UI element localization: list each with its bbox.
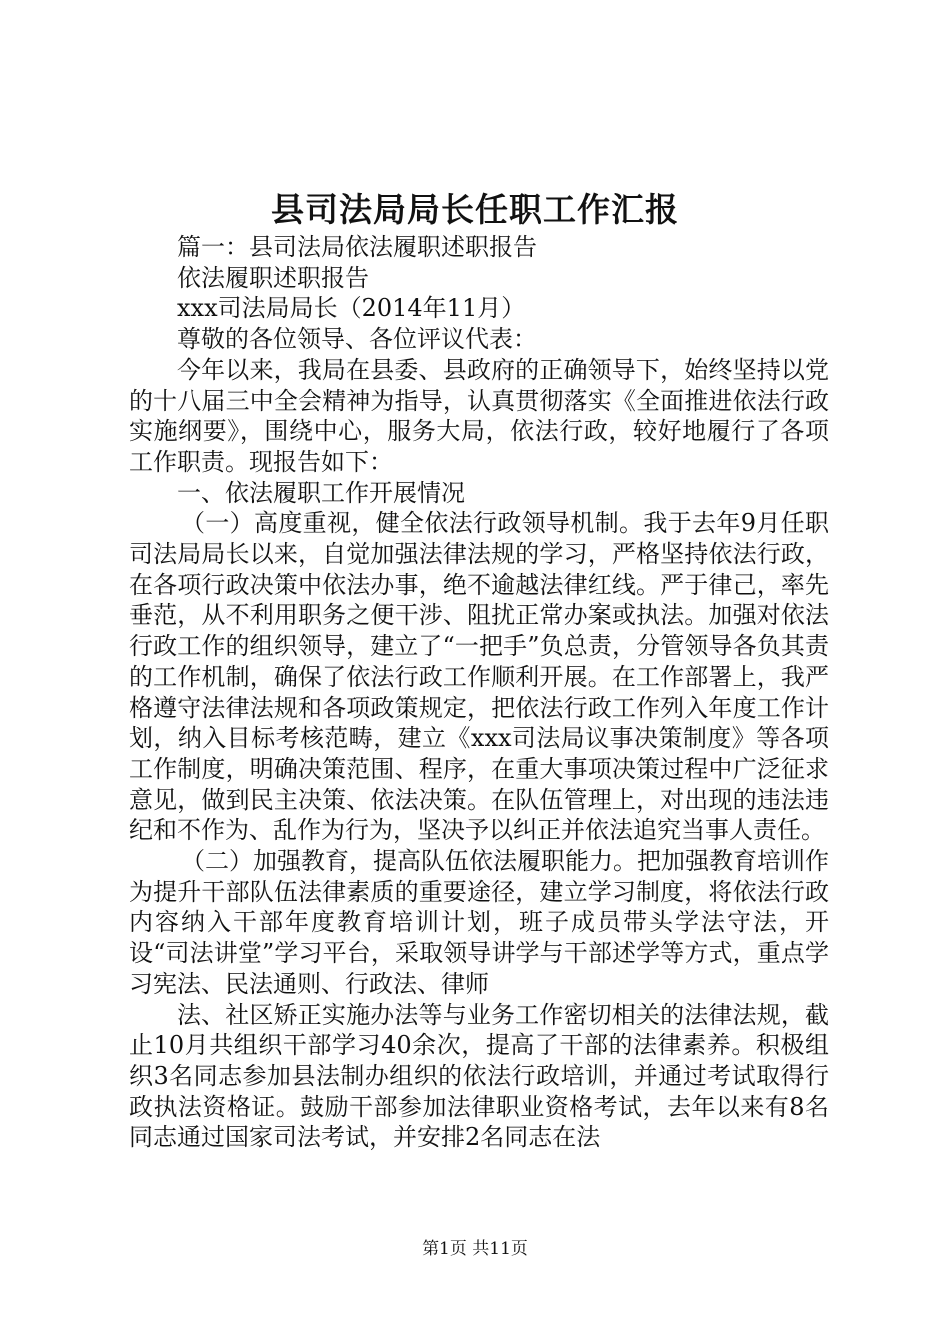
paragraph-section-heading: 一、依法履职工作开展情况 <box>177 478 465 507</box>
paragraph-chapter-heading: 篇一：县司法局依法履职述职报告 <box>177 233 537 261</box>
paragraph-continuation: 法、社区矫正实施办法等与业务工作密切相关的法律法规，截止10月共组织干部学习40余次，提高了干部的法律素养。积极组织3名同志参加县法制办组织的依法行政培训，并通过考试取得行政执法资格证。鼓励干部参加法律职业资格考试，去年以来有8名同志通过国家司法考试，并安排2名同志在法 <box>129 1000 829 1152</box>
page-number-footer: 第1页 共11页 <box>422 1239 528 1259</box>
paragraph-salutation: 尊敬的各位领导、各位评议代表： <box>177 325 537 354</box>
paragraph-report-title: 依法履职述职报告 <box>177 263 369 292</box>
paragraph-section-2: （二）加强教育，提高队伍依法履职能力。把加强教育培训作为提升干部队伍法律素质的重要途径，建立学习制度，将依法行政内容纳入干部年度教育培训计划，班子成员带头学法守法，开设“司法讲堂”学习平台，采取领导讲学与干部述学等方式，重点学习宪法、民法通则、行政法、律师 <box>129 847 829 998</box>
paragraph-author-line: xxx司法局局长（2014年11月） <box>177 294 526 323</box>
paragraph-section-1: （一）高度重视，健全依法行政领导机制。我于去年9月任职司法局局长以来，自觉加强法律法规的学习，严格坚持依法行政，在各项行政决策中依法办事，绝不逾越法律红线。严于律己，率先垂范，从不利用职务之便干涉、阻扰正常办案或执法。加强对依法行政工作的组织领导，建立了“一把手”负总责，分管领导各负其责的工作机制，确保了依法行政工作顺利开展。在工作部署上，我严格遵守法律法规和各项政策规定，把依法行政工作列入年度工作计划，纳入目标考核范畴，建立《xxx司法局议事决策制度》等各项工作制度，明确决策范围、程序，在重大事项决策过程中广泛征求意见，做到民主决策、依法决策。在队伍管理上，对出现的违法违纪和不作为、乱作为行为，坚决予以纠正并依法追究当事人责任。 <box>129 509 829 845</box>
document-body <box>129 232 829 1153</box>
document-title: 县司法局局长任职工作汇报 <box>271 190 679 229</box>
paragraph-intro: 今年以来，我局在县委、县政府的正确领导下，始终坚持以党的十八届三中全会精神为指导，认真贯彻落实《全面推进依法行政实施纲要》，围绕中心，服务大局，依法行政，较好地履行了各项工作职责。现报告如下： <box>129 355 829 476</box>
